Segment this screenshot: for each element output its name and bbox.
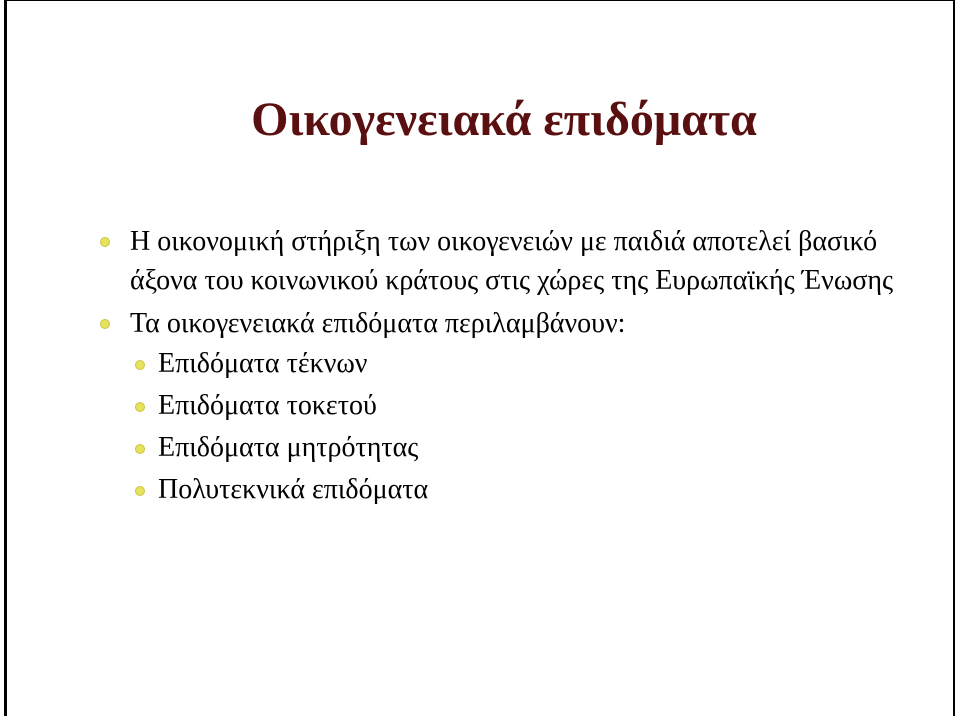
sub-bullet-icon (135, 402, 145, 412)
sub-bullet-text: Επιδόματα μητρότητας (158, 432, 419, 463)
slide-title: Οικογενειακά επιδόματα (251, 93, 757, 146)
sub-bullet-icon (135, 444, 145, 454)
bullet-text: Τα οικογενειακά επιδόματα περιλαμβάνουν: (130, 308, 626, 339)
bullet-icon (100, 319, 110, 329)
sub-bullet-icon (135, 486, 145, 496)
bullet-icon (100, 237, 110, 247)
sub-bullet-icon (135, 360, 145, 370)
sub-bullet-list (130, 343, 918, 511)
slide-content (98, 222, 918, 511)
sub-bullet-item (130, 427, 918, 469)
sub-bullet-text: Επιδόματα τέκνων (158, 348, 368, 379)
bullet-item (98, 222, 930, 300)
sub-bullet-text: Επιδόματα τοκετού (158, 390, 377, 421)
sub-bullet-text: Πολυτεκνικά επιδόματα (158, 474, 429, 505)
bullet-text: Η οικονομική στήριξη των οικογενειών με παιδιά αποτελεί βασικό άξονα του κοινωνικού κράτους στις χώρες της Ευρωπαϊκής Ένωσης (130, 226, 894, 296)
bullet-item (98, 304, 918, 343)
sub-bullet-item (130, 469, 918, 511)
sub-bullet-item (130, 385, 918, 427)
sub-bullet-item (130, 343, 918, 385)
